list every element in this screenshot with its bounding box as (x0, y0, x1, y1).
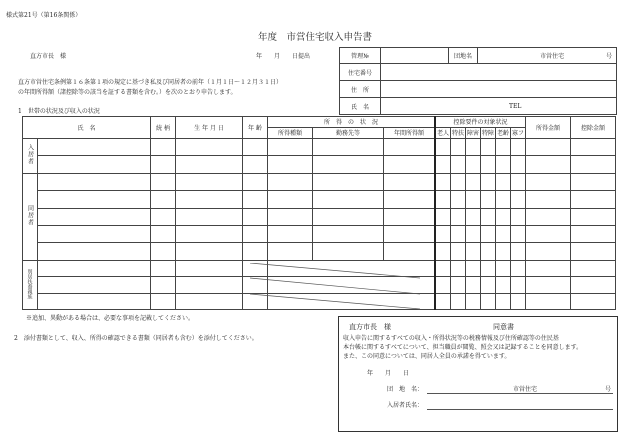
header-income-type: 所得種類 (268, 127, 313, 138)
gou-text: 号 (605, 53, 612, 60)
header-income-status: 所 得 の 状 況 (268, 117, 436, 128)
header-special-dependent: 特扶 (451, 127, 466, 138)
group-separate-dependents: 別居扶養親族 (23, 260, 38, 309)
intro-line-2: の年間所得額（諸控除等の該当を証する書類を含む。）を次のとおり申告します。 (18, 89, 237, 96)
header-special-disabled: 特障 (481, 127, 496, 138)
note-text: ※追加、異動がある場合は、必要な事項を記載してください。 (26, 315, 195, 322)
hatch-diagonals (250, 263, 420, 310)
danchi-label: 団地名 (449, 48, 478, 64)
header-annual-income: 年間所得額 (384, 127, 436, 138)
name-label: 氏 名 (340, 98, 381, 115)
tel-label: TEL (509, 102, 522, 110)
section-2-text: 2 添付書類として、収入、所得の確認できる書類（同居者も含む）を添付してください。 (14, 335, 258, 342)
consent-title: 同意書 (493, 323, 514, 331)
form-number: 様式第21号（第16条関係） (6, 12, 82, 19)
consent-gou: 号 (605, 386, 612, 393)
header-deduction-group: 控除要件の対象状況 (435, 117, 526, 128)
section-1-heading: 1 世帯の状況及び収入の状況 (18, 108, 100, 115)
kanri-no-field[interactable] (381, 48, 449, 64)
intro-line-1: 直方市営住宅条例第１６条第１項の規定に基づき私及び同居者の前年（１月１日～１２月３１日） (18, 79, 283, 86)
city-housing-text: 市営住宅 (540, 53, 565, 60)
consent-line-3: また、この同意については、同居人全員の承諾を得ています。 (343, 353, 511, 360)
addressee: 直方市長 様 (30, 53, 67, 60)
address-field[interactable] (381, 81, 617, 98)
consent-danchi-label: 団 地 名： (387, 386, 424, 393)
kanri-no-label: 管理№ (340, 48, 381, 64)
header-age: 年 齢 (243, 117, 268, 139)
name-field[interactable] (381, 98, 617, 115)
housing-no-label: 住宅番号 (340, 64, 381, 81)
header-relation: 続 柄 (151, 117, 176, 139)
group-cohabitant: 同居者 (23, 173, 38, 260)
resident-name-underline[interactable] (427, 409, 613, 410)
submission-date: 年 月 日提出 (256, 53, 311, 60)
consent-line-2: 本台帳に関するすべてについて、担当職員が閲覧、照会又は記録することを同意します。 (343, 344, 583, 351)
page-title: 年度 市営住宅収入申告書 (258, 32, 373, 43)
header-birthdate: 生 年 月 日 (176, 117, 243, 139)
consent-box (338, 316, 618, 432)
header-elderly: 老人 (435, 127, 451, 138)
header-income-amount: 所得金額 (526, 117, 571, 139)
header-widow: 寡フ (511, 127, 526, 138)
consent-city-housing: 市営住宅 (513, 386, 538, 393)
consent-addressee: 直方市長 様 (349, 323, 391, 331)
consent-resident-label: 入居者氏名： (387, 402, 424, 409)
header-employer: 勤務先等 (313, 127, 384, 138)
header-old-age: 老齢 (496, 127, 511, 138)
header-deduction-amount: 控除金額 (571, 117, 616, 139)
danchi-field[interactable] (478, 48, 617, 64)
consent-date: 年 月 日 (367, 370, 410, 377)
consent-line-1: 収入申告に関するすべての収入・所得状況等の税務情報及び住所確認等の住民基 (343, 335, 559, 342)
address-label: 住 所 (340, 81, 381, 98)
housing-no-field[interactable] (381, 64, 617, 81)
danchi-underline[interactable] (427, 393, 613, 394)
table-row-cell[interactable] (38, 138, 151, 155)
group-applicant: 入居者 (23, 138, 38, 173)
management-box (339, 47, 617, 115)
header-disabled: 障害 (466, 127, 481, 138)
header-name: 氏 名 (23, 117, 151, 139)
